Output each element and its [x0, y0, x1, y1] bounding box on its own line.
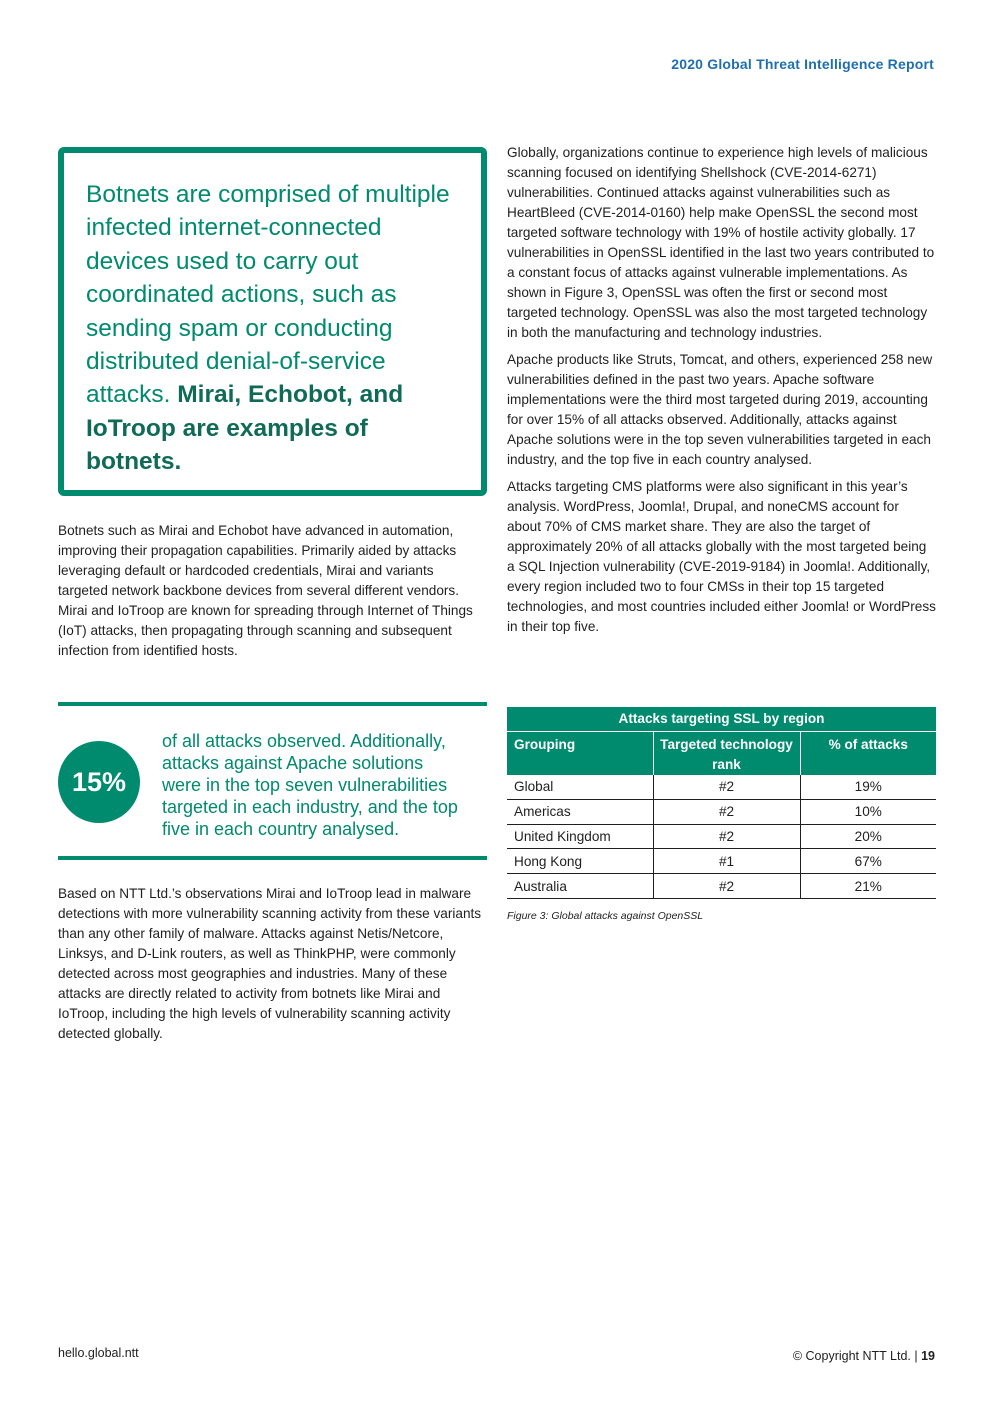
figure-caption: Figure 3: Global attacks against OpenSSL	[507, 910, 704, 922]
left-paragraph-1: Botnets such as Mirai and Echobot have advanced in automation, improving their propagation capabilities. Primarily aided by attacks leveraging default or hardcoded credentials, Mirai and variants targeted network backbone devices from several different vendors. Mirai and IoTroop are known for spreading through Internet of Things (IoT) attacks, then propagating through scanning and subsequent infection from identified hosts.	[58, 523, 473, 658]
cell-rank: #2	[653, 824, 800, 849]
cell-percent: 21%	[800, 874, 936, 899]
cell-percent: 20%	[800, 824, 936, 849]
header-grouping: Grouping	[507, 731, 653, 775]
cell-percent: 67%	[800, 849, 936, 874]
table-row	[507, 799, 936, 824]
header-rank: Targeted technology rank	[653, 731, 800, 775]
stat-highlight	[58, 702, 487, 860]
table-row	[507, 824, 936, 849]
right-paragraph-2: Apache products like Struts, Tomcat, and others, experienced 258 new vulnerabilities defined in the past two years. Apache software implementations were the third most targeted during 2019, accounting for over 15% of all attacks observed. Additionally, attacks against Apache solutions were in the top seven vulnerabilities targeted in each industry, and the top five in each country analysed.	[507, 352, 933, 467]
header-percent: % of attacks	[800, 731, 936, 775]
cell-grouping: Americas	[507, 799, 653, 824]
ssl-attacks-table	[507, 707, 936, 899]
callout-bold-text: Mirai, Echobot, and IoTroop are examples of botnets.	[86, 381, 404, 476]
table-title: Attacks targeting SSL by region	[507, 707, 936, 731]
stat-text: of all attacks observed. Additionally, attacks against Apache solutions were in the top seven vulnerabilities targeted in each industry, and the top five in each country analysed.	[162, 731, 458, 839]
cell-rank: #2	[653, 874, 800, 899]
report-title: 2020 Global Threat Intelligence Report	[671, 56, 934, 72]
footer-copyright	[793, 1349, 935, 1363]
cell-grouping: United Kingdom	[507, 824, 653, 849]
footer-website: hello.global.ntt	[58, 1346, 139, 1360]
botnet-callout-box	[58, 147, 487, 496]
table-title-row	[507, 707, 936, 731]
table-header-row	[507, 731, 936, 775]
cell-grouping: Global	[507, 775, 653, 800]
right-column	[507, 143, 936, 644]
callout-regular-text: Botnets are comprised of multiple infected internet-connected devices used to carry out coordinated actions, such as sending spam or conducting distributed denial-of-service attacks.	[86, 181, 450, 409]
table-row	[507, 849, 936, 874]
right-paragraph-3: Attacks targeting CMS platforms were also significant in this year’s analysis. WordPress, Joomla!, Drupal, and noneCMS account for about 70% of CMS market share. They are also the target of approximately 20% of all attacks globally with the most targeted being a SQL Injection vulnerability (CVE-2019-9184) in Joomla!. Additionally, every region included two to four CMSs in their top 15 targeted technologies, and most countries included either Joomla! or WordPress in their top five.	[507, 479, 936, 634]
cell-percent: 10%	[800, 799, 936, 824]
cell-grouping: Australia	[507, 874, 653, 899]
cell-percent: 19%	[800, 775, 936, 800]
cell-rank: #2	[653, 799, 800, 824]
right-paragraph-1: Globally, organizations continue to experience high levels of malicious scanning focused on identifying Shellshock (CVE-2014-6271) vulnerabilities. Continued attacks against vulnerabilities such as HeartBleed (CVE-2014-0160) help make OpenSSL the second most targeted software technology with 19% of hostile activity globally. 17 vulnerabilities in OpenSSL identified in the last two years contributed to a constant focus of attacks against vulnerable implementations. As shown in Figure 3, OpenSSL was often the first or second most targeted technology. OpenSSL was also the most targeted technology in both the manufacturing and technology industries.	[507, 145, 935, 340]
stat-value-circle: 15%	[58, 741, 140, 823]
callout-text	[86, 178, 461, 479]
copyright-text: © Copyright NTT Ltd. |	[792, 1349, 918, 1363]
page-number: 19	[921, 1349, 935, 1363]
left-paragraph-2: Based on NTT Ltd.’s observations Mirai and IoTroop lead in malware detections with more vulnerability scanning activity from these variants than any other family of malware. Attacks against Netis/Netcore, Linksys, and D-Link routers, as well as ThinkPHP, were commonly detected across most geographies and industries. Many of these attacks are directly related to activity from botnets like Mirai and IoTroop, including the high levels of vulnerability scanning activity detected globally.	[58, 886, 482, 1041]
table-row	[507, 775, 936, 800]
cell-rank: #1	[653, 849, 800, 874]
table-row	[507, 874, 936, 899]
cell-grouping: Hong Kong	[507, 849, 653, 874]
cell-rank: #2	[653, 775, 800, 800]
